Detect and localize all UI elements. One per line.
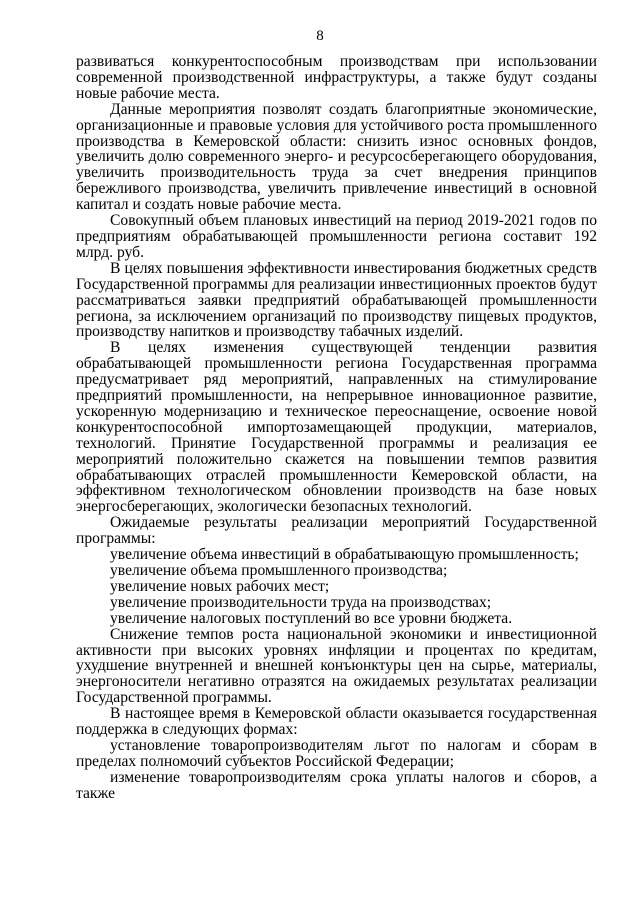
list-item: увеличение производительности труда на производствах;	[110, 593, 492, 611]
paragraph: Ожидаемые результаты реализации мероприятий Государственной программы:	[76, 514, 597, 548]
list-item: увеличение налоговых поступлений во все уровни бюджета.	[110, 609, 513, 627]
paragraph: развиваться конкурентоспособным производствам при использовании современной производственной инфраструктуры, а также будут созданы новые рабочие места.	[76, 53, 597, 102]
paragraph: В настоящее время в Кемеровской области оказывается государственная поддержка в следующих формах:	[76, 705, 597, 739]
paragraph: Данные мероприятия позволят создать благоприятные экономические, организационные и правовые условия для устойчивого роста промышленного производства в Кемеровской области: снизить износ основных фондов, увеличить долю современного энерго- и ресурсосберегающего оборудования, увеличить производительность труда за счет внедрения принципов бережливого производства, увеличить привлечение инвестиций в основной капитал и создать новые рабочие места.	[76, 100, 597, 214]
list-item: установление товаропроизводителям льгот по налогам и сборам в пределах полномочий субъектов Российской Федерации;	[76, 736, 597, 770]
paragraph: Снижение темпов роста национальной экономики и инвестиционной активности при высоких уровнях инфляции и процентах по кредитам, ухудшение внутренней и внешней конъюнктуры цен на сырье, материалы, энергоносители негативно отразятся на ожидаемых результатах реализации Государственной программы.	[76, 625, 597, 707]
paragraph: В целях изменения существующей тенденции развития обрабатывающей промышленности региона Государственная программа предусматривает ряд мероприятий, направленных на стимулирование предприятий промышленности, на непрерывное инновационное развитие, ускоренную модернизацию и техническое переоснащение, освоение новой конкурентоспособной импортозамещающей продукции, материалов, технологий. Принятие Государственной программы и реализация ее мероприятий положительно скажется на повышении темпов развития обрабатывающих отраслей промышленности Кемеровской области, на эффективном технологическом обновлении производств на базе новых энергосберегающих, экологически безопасных технологий.	[76, 339, 597, 516]
paragraph: Совокупный объем плановых инвестиций на период 2019-2021 годов по предприятиям обрабатывающей промышленности региона составит 192 млрд. руб.	[76, 212, 597, 261]
paragraph: В целях повышения эффективности инвестирования бюджетных средств Государственной программы для реализации инвестиционных проектов будут рассматриваться заявки предприятий обрабатывающей промышленности региона, за исключением организаций по производству пищевых продуктов, производству напитков и производству табачных изделий.	[76, 259, 597, 341]
list-item: увеличение объема инвестиций в обрабатывающую промышленность;	[110, 546, 579, 564]
list-item: увеличение новых рабочих мест;	[110, 577, 330, 595]
document-body	[76, 54, 597, 802]
list-item: изменение товаропроизводителям срока уплаты налогов и сборов, а также	[76, 768, 597, 802]
list-item: увеличение объема промышленного производства;	[110, 562, 448, 579]
page-number: 8	[316, 28, 324, 44]
